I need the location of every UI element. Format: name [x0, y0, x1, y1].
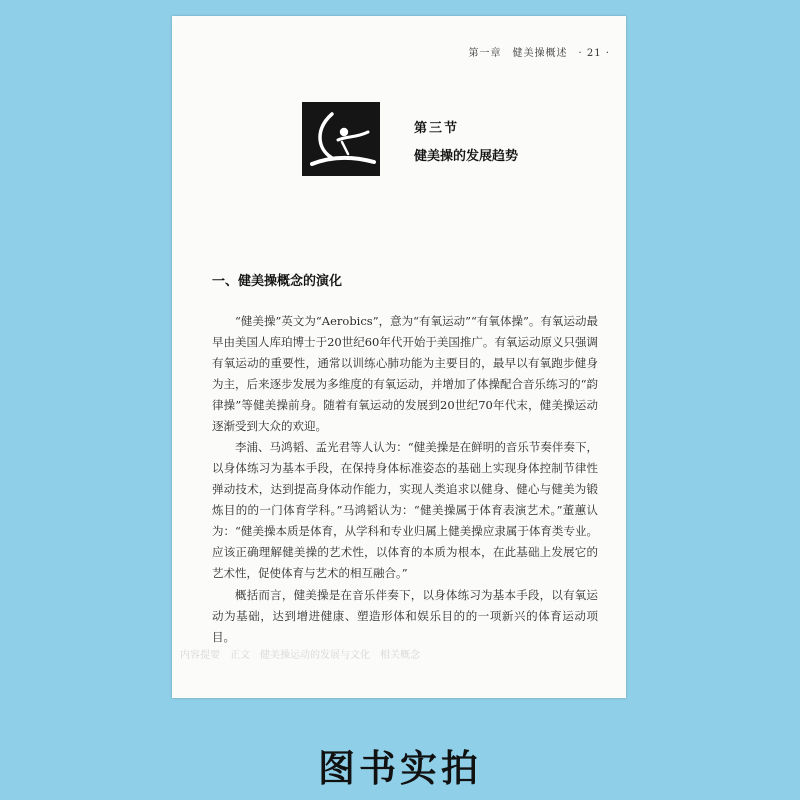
paragraph: “健美操”英文为“Aerobics”，意为“有氧运动”“有氧体操”。有氧运动最早由美国人库珀博士于20世纪60年代开始于美国推广。有氧运动原义只强调有氧运动的重要性，通常以训练心肺功能为主要目的，最早以有氧跑步健身为主，后来逐步发展为多维度的有氧运动，并增加了体操配合音乐练习的“韵律操”等健美操前身。随着有氧运动的发展到20世纪70年代末，健美操运动逐渐受到大众的欢迎。: [212, 314, 598, 433]
sub-heading: 一、健美操概念的演化: [212, 274, 343, 289]
gymnast-emblem-icon: [302, 102, 380, 176]
paragraph: 概括而言，健美操是在音乐伴奏下，以身体练习为基本手段，以有氧运动为基础，达到增进健康、塑造形体和娱乐目的的一项新兴的体育运动项目。: [212, 587, 598, 644]
bleed-through-text: 内容提要 正文 健美操运动的发展与文化 相关概念: [180, 650, 420, 661]
gymnast-emblem-graphic: [302, 102, 380, 176]
running-head: 第一章 健美操概述 · 21 ·: [468, 48, 610, 59]
book-page: [172, 16, 626, 698]
section-title: 健美操的发展趋势: [414, 149, 519, 164]
section-number: 第三节: [414, 121, 460, 136]
body-text: [212, 311, 598, 648]
photo-caption: 图书实拍: [318, 747, 482, 790]
paragraph: 李浦、马鸿韬、孟光君等人认为：“健美操是在鲜明的音乐节奏伴奏下，以身体练习为基本手段，在保持身体标准姿态的基础上实现身体控制节律性弹动技术，达到提高身体动作能力，实现人类追求以健身、健心与健美为锻炼目的的一门体育学科。”马鸿韬认为：“健美操属于体育表演艺术。”董蕙认为：“健美操本质是体育，从学科和专业归属上健美操应隶属于体育类专业。应该正确理解健美操的艺术性，以体育的本质为根本，在此基础上发展它的艺术性，促使体育与艺术的相互融合。”: [212, 440, 598, 580]
